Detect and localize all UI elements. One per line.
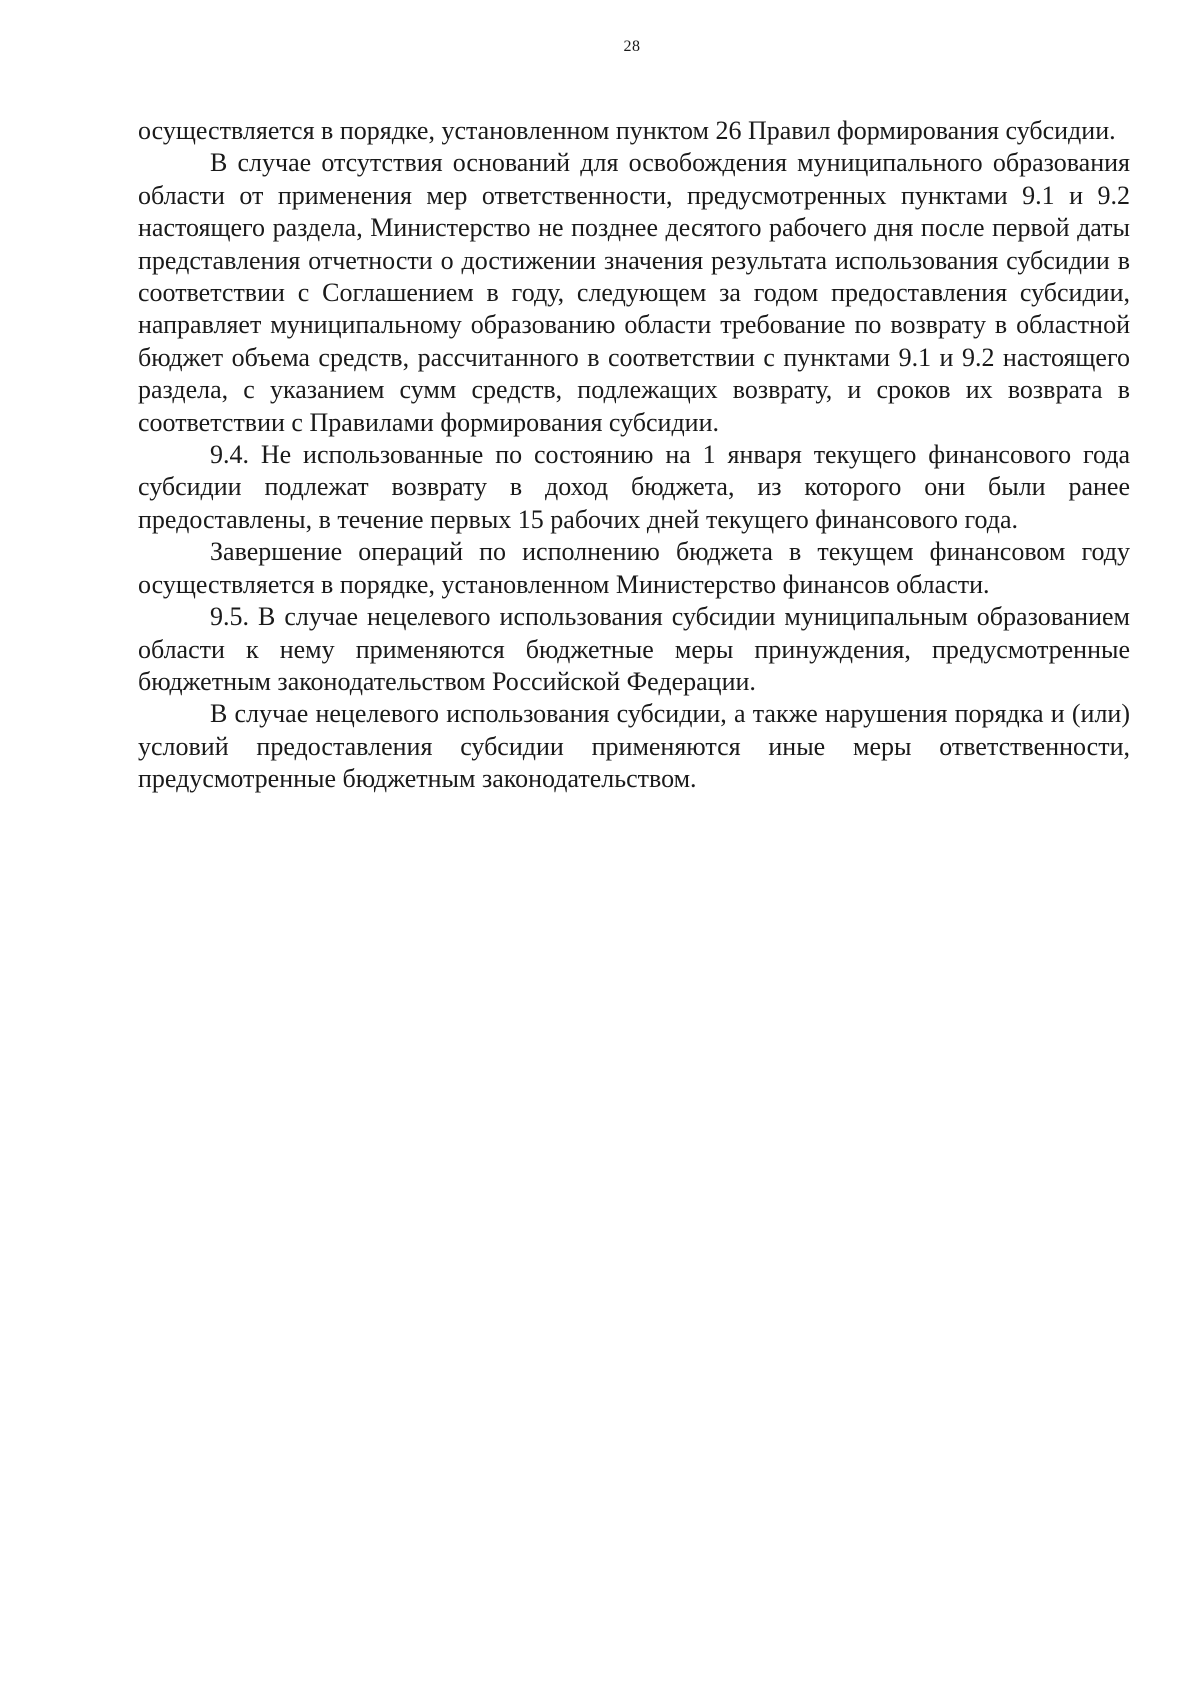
paragraph-budget-completion: Завершение операций по исполнению бюджета в текущем финансовом году осуществляется в порядке, установленном Министерство финансов области. [138, 537, 1130, 599]
paragraph-misuse: В случае нецелевого использования субсидии, а также нарушения порядка и (или) условий предоставления субсидии применяются иные меры ответственности, предусмотренные бюджетным законодательством. [138, 699, 1130, 794]
paragraph-continuation: осуществляется в порядке, установленном пунктом 26 Правил формирования субсидии. [138, 116, 1116, 145]
paragraph-9-5: 9.5. В случае нецелевого использования субсидии муниципальным образованием области к нему применяются бюджетные меры принуждения, предусмотренные бюджетным законодательством Российской Федерации. [138, 602, 1130, 696]
paragraph-9-4: 9.4. Не использованные по состоянию на 1 января текущего финансового года субсидии подлежат возврату в доход бюджета, из которого они были ранее предоставлены, в течение первых 15 рабочих дней текущего финансового года. [138, 440, 1130, 534]
paragraph-liability: В случае отсутствия оснований для освобождения муниципального образования области от применения мер ответственности, предусмотренных пунктами 9.1 и 9.2 настоящего раздела, Министерство не позднее десятого рабочего дня после первой даты представления отчетности о достижении значения результата использования субсидии в соответствии с Соглашением в году, следующем за годом предоставления субсидии, направляет муниципальному образованию области требование по возврату в областной бюджет объема средств, рассчитанного в соответствии с пунктами 9.1 и 9.2 настоящего раздела, с указанием сумм средств, подлежащих возврату, и сроков их возврата в соответствии с Правилами формирования субсидии. [138, 148, 1130, 437]
document-body [138, 115, 1130, 796]
page-number: 28 [623, 38, 641, 55]
